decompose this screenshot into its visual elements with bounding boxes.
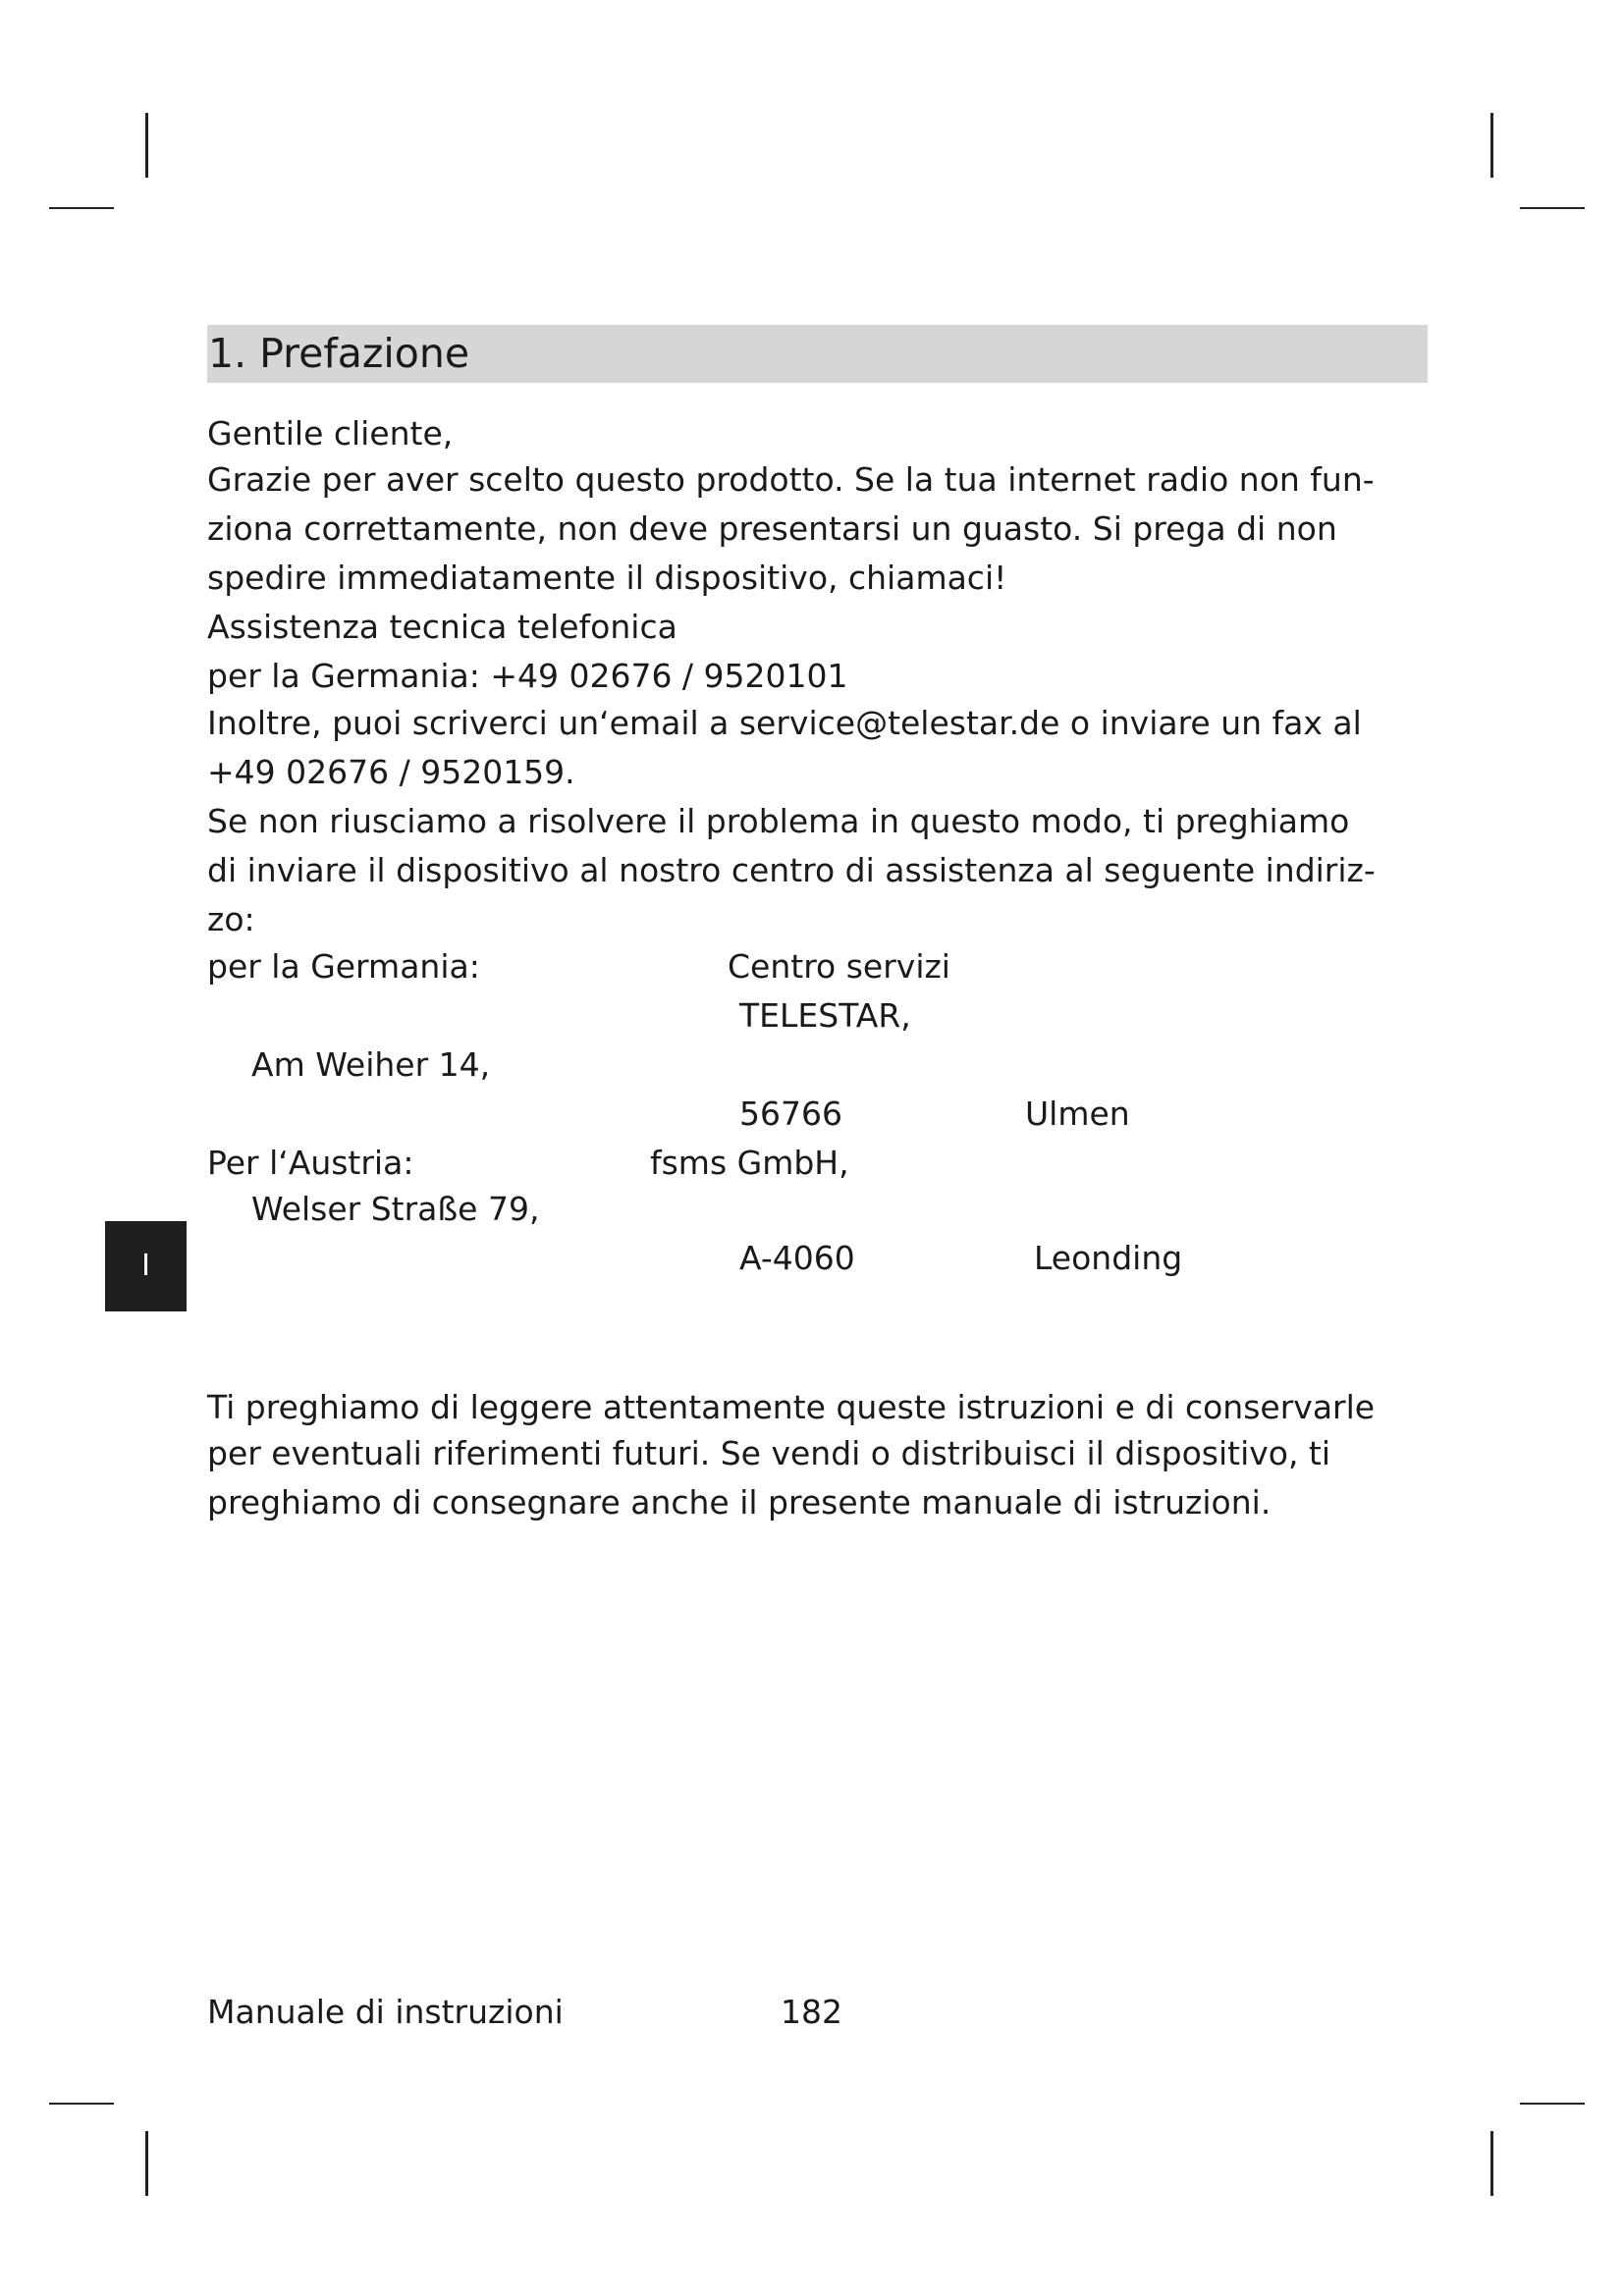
paragraph-2-line-2: +49 02676 / 9520159. <box>207 753 575 791</box>
greeting: Gentile cliente, <box>207 414 454 453</box>
address-at-label: Per l‘Austria: <box>207 1144 414 1182</box>
crop-mark-bottom-left-vertical <box>145 2131 148 2196</box>
support-label: Assistenza tecnica telefonica <box>207 608 677 646</box>
crop-mark-bottom-right-horizontal <box>1520 2103 1585 2105</box>
closing-line-2: per eventuali riferimenti futuri. Se vendi o distribuisci il dispositivo, ti <box>207 1434 1331 1472</box>
closing-line-3: preghiamo di consegnare anche il presente manuale di istruzioni. <box>207 1483 1272 1522</box>
paragraph-2-line-1: Inoltre, puoi scriverci un‘email a service@telestar.de o inviare un fax al <box>207 704 1362 742</box>
address-at-row-1 <box>207 1144 993 1183</box>
crop-mark-top-right-horizontal <box>1520 207 1585 209</box>
paragraph-3-line-2: di inviare il dispositivo al nostro centro di assistenza al seguente indiriz- <box>207 851 1376 889</box>
paragraph-3-line-1: Se non riusciamo a risolvere il problema in questo modo, ti preghiamo <box>207 802 1350 840</box>
paragraph-1-line-2: ziona correttamente, non deve presentarsi un guasto. Si prega di non <box>207 509 1337 548</box>
footer-title: Manuale di instruzioni <box>207 1993 564 2031</box>
crop-mark-bottom-right-vertical <box>1490 2131 1493 2196</box>
address-de-name-1: Centro servizi <box>728 947 950 986</box>
crop-mark-top-left-horizontal <box>49 207 114 209</box>
address-at-city: Leonding <box>1034 1239 1183 1277</box>
support-phone: per la Germania: +49 02676 / 9520101 <box>207 657 848 695</box>
address-de-city: Ulmen <box>1025 1095 1130 1133</box>
language-tab-letter: I <box>141 1249 150 1283</box>
crop-mark-top-left-vertical <box>145 113 148 178</box>
address-de-zip: 56766 <box>739 1095 842 1133</box>
address-de-label: per la Germania: <box>207 947 480 986</box>
address-de-street: Am Weiher 14, <box>251 1045 491 1084</box>
crop-mark-bottom-left-horizontal <box>49 2103 114 2105</box>
language-tab-marker <box>105 1221 187 1311</box>
address-at-name: fsms GmbH, <box>650 1144 849 1182</box>
section-heading: 1. Prefazione <box>208 330 470 377</box>
paragraph-3-line-3: zo: <box>207 900 255 938</box>
paragraph-1-line-1: Grazie per aver scelto questo prodotto. Se la tua internet radio non fun- <box>207 460 1375 499</box>
crop-mark-top-right-vertical <box>1490 113 1493 178</box>
address-at-zip: A-4060 <box>739 1239 855 1277</box>
address-at-street: Welser Straße 79, <box>251 1190 540 1228</box>
page-number: 182 <box>781 1993 842 2031</box>
address-de-row-1 <box>207 947 993 987</box>
closing-line-1: Ti preghiamo di leggere attentamente queste istruzioni e di conservarle <box>207 1388 1376 1426</box>
paragraph-1-line-3: spedire immediatamente il dispositivo, chiamaci! <box>207 559 1007 597</box>
address-de-name-2: TELESTAR, <box>739 996 911 1035</box>
